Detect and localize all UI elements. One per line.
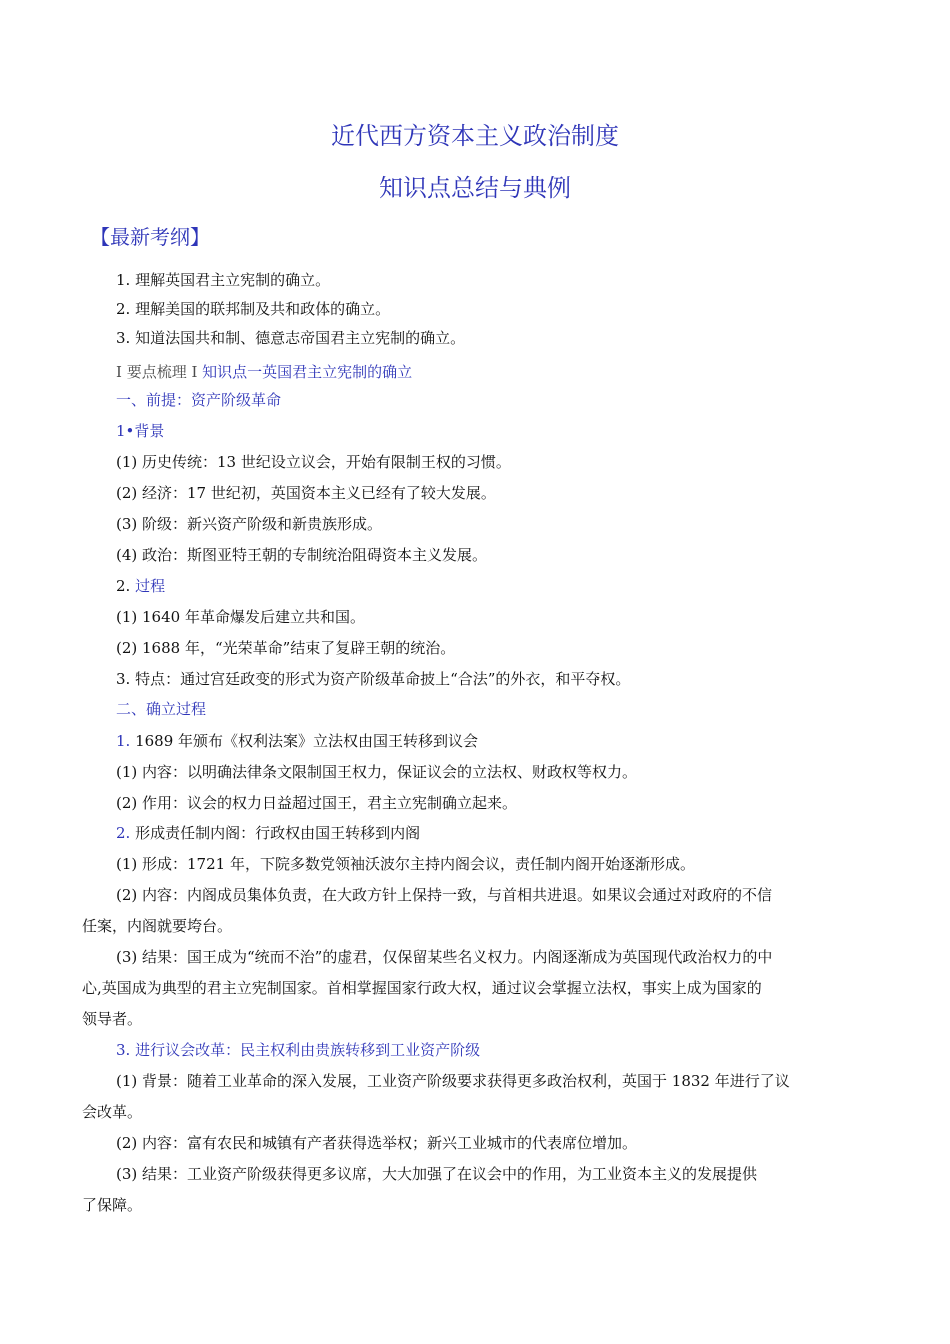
step2-text: 形成责任制内阁：行政权由国王转移到内阁	[135, 824, 421, 842]
step2-number: 2.	[116, 824, 136, 842]
background-item: (4) 政治：斯图亚特王朝的专制统治阻碍资本主义发展。	[116, 546, 488, 564]
process-item: (2) 1688 年，“光荣革命”结束了复辟王朝的统治。	[116, 639, 456, 657]
section-bar-title: 知识点一英国君主立宪制的确立	[202, 363, 413, 381]
part1-heading: 一、前提：资产阶级革命	[116, 391, 282, 409]
process-number: 2.	[116, 577, 136, 595]
step2-item2-line: (2) 内容：内阁成员集体负责，在大政方针上保持一致，与首相共进退。如果议会通过对政府的不信	[116, 886, 773, 904]
document-title: 近代西方资本主义政治制度	[331, 122, 619, 150]
document-subtitle: 知识点总结与典例	[379, 174, 571, 202]
background-item: (2) 经济：17 世纪初，英国资本主义已经有了较大发展。	[116, 484, 496, 502]
process-heading-line	[116, 576, 165, 596]
background-item: (1) 历史传统：13 世纪设立议会，开始有限制王权的习惯。	[116, 453, 511, 471]
step3-result-paragraph	[82, 1164, 868, 1215]
step3-background-paragraph	[82, 1071, 868, 1122]
feature-line: 3. 特点：通过宫廷政变的形式为资产阶级革命披上“合法”的外衣，和平夺权。	[116, 670, 631, 688]
process-heading: 过程	[135, 577, 166, 595]
step3-item1-continuation: 会改革。	[82, 1103, 143, 1121]
step2-item2-continuation: 任案，内阁就要垮台。	[82, 917, 233, 935]
background-heading: 1•背景	[116, 422, 165, 440]
step1-title	[116, 731, 478, 751]
section-bar	[116, 362, 412, 382]
step2-item3-line: (3) 结果：国王成为“统而不治”的虚君，仅保留某些名义权力。内阁逐渐成为英国现代政治权力的中	[116, 948, 773, 966]
step2-item: (1) 形成：1721 年，下院多数党领袖沃波尔主持内阁会议，责任制内阁开始逐渐形成。	[116, 855, 695, 873]
step2-result-paragraph	[82, 947, 868, 1029]
step2-item3-continuation: 心,英国成为典型的君主立宪制国家。首相掌握国家行政大权，通过议会掌握立法权，事实上成为国家的	[82, 979, 762, 997]
step1-text: 1689 年颁布《权利法案》立法权由国王转移到议会	[135, 732, 479, 750]
step2-title	[116, 823, 420, 843]
step1-item: (1) 内容：以明确法律条文限制国王权力，保证议会的立法权、财政权等权力。	[116, 763, 638, 781]
step3-item3-continuation: 了保障。	[82, 1196, 143, 1214]
step1-number: 1.	[116, 732, 136, 750]
process-item: (1) 1640 年革命爆发后建立共和国。	[116, 608, 365, 626]
step3-item: (2) 内容：富有农民和城镇有产者获得选举权；新兴工业城市的代表席位增加。	[116, 1134, 638, 1152]
outline-heading: 【最新考纲】	[90, 225, 210, 249]
step3-item1-line: (1) 背景：随着工业革命的深入发展，工业资产阶级要求获得更多政治权利，英国于 1832 年进行了议	[116, 1072, 790, 1090]
step2-item3-continuation: 领导者。	[82, 1010, 143, 1028]
step2-item-paragraph	[82, 885, 868, 936]
step3-item3-line: (3) 结果：工业资产阶级获得更多议席，大大加强了在议会中的作用，为工业资本主义的发展提供	[116, 1165, 758, 1183]
background-item: (3) 阶级：新兴资产阶级和新贵族形成。	[116, 515, 383, 533]
step1-item: (2) 作用：议会的权力日益超过国王，君主立宪制确立起来。	[116, 794, 518, 812]
outline-item: 2. 理解美国的联邦制及共和政体的确立。	[116, 300, 391, 318]
section-bar-prefix: I 要点梳理 I	[116, 363, 203, 381]
part2-heading: 二、确立过程	[116, 700, 207, 718]
outline-item: 1. 理解英国君主立宪制的确立。	[116, 271, 331, 289]
outline-item: 3. 知道法国共和制、德意志帝国君主立宪制的确立。	[116, 329, 466, 347]
step3-title: 3. 进行议会改革：民主权利由贵族转移到工业资产阶级	[116, 1041, 481, 1059]
